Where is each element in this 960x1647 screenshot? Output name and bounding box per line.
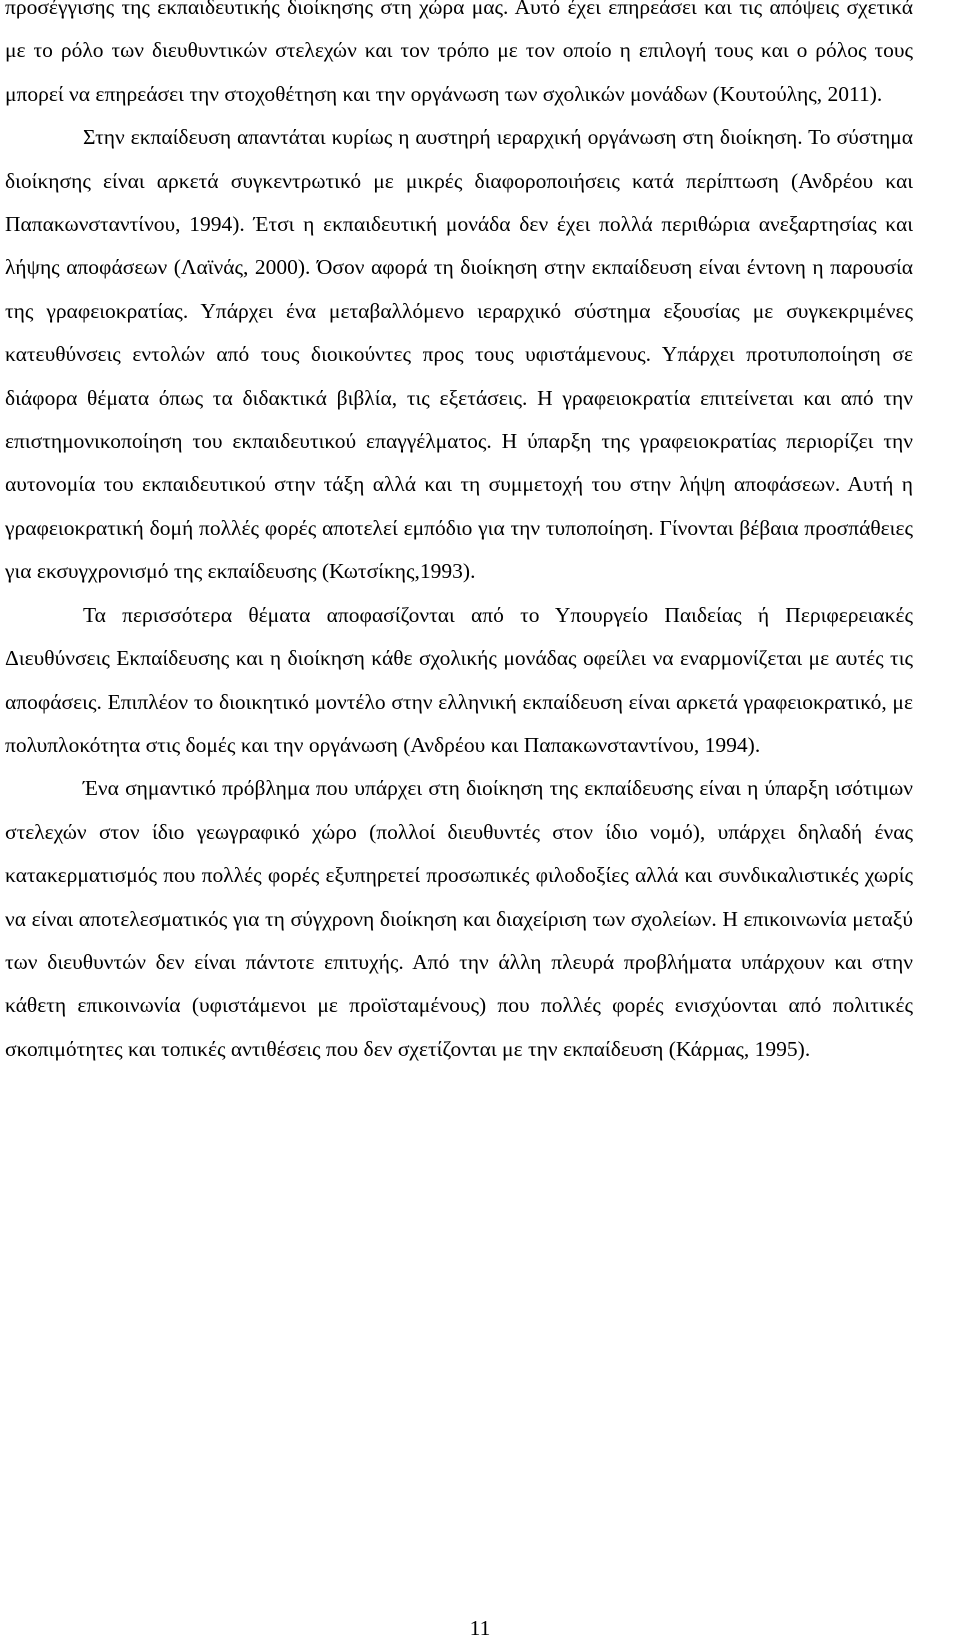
paragraph-2: Στην εκπαίδευση απαντάται κυρίως η αυστηρή ιεραρχική οργάνωση στη διοίκηση. Το σύστημα διοίκησης είναι αρκετά συγκεντρωτικό με μικρές διαφοροποιήσεις κατά περίπτωση (Ανδρέου και Παπακωνσταντίνου, 1994). Έτσι η εκπαιδευτική μονάδα δεν έχει πολλά περιθώρια ανεξαρτησίας και λήψης αποφάσεων (Λαϊνάς, 2000). Όσον αφορά τη διοίκηση στην εκπαίδευση είναι έντονη η παρουσία της γραφειοκρατίας. Υπάρχει ένα μεταβαλλόμενο ιεραρχικό σύστημα εξουσίας με συγκεκριμένες κατευθύνσεις εντολών από τους διοικούντες προς τους υφιστάμενους. Υπάρχει προτυποποίηση σε διάφορα θέματα όπως τα διδακτικά βιβλία, τις εξετάσεις. Η γραφειοκρατία επιτείνεται και από την επιστημονικοποίηση του εκπαιδευτικού επαγγέλματος. Η ύπαρξη της γραφειοκρατίας περιορίζει την αυτονομία του εκπαιδευτικού στην τάξη αλλά και τη συμμετοχή του στην λήψη αποφάσεων. Αυτή η γραφειοκρατική δομή πολλές φορές αποτελεί εμπόδιο για την τυποποίηση. Γίνονται βέβαια προσπάθειες για εκσυγχρονισμό της εκπαίδευσης (Κωτσίκης,1993). (5, 125, 913, 584)
paragraph-3: Τα περισσότερα θέματα αποφασίζονται από το Υπουργείο Παιδείας ή Περιφερειακές Διευθύνσεις Εκπαίδευσης και η διοίκηση κάθε σχολικής μονάδας οφείλει να εναρμονίζεται με αυτές τις αποφάσεις. Επιπλέον το διοικητικό μοντέλο στην ελληνική εκπαίδευση είναι αρκετά γραφειοκρατικό, με πολυπλοκότητα στις δομές και την οργάνωση (Ανδρέου και Παπακωνσταντίνου, 1994). (5, 602, 913, 757)
paragraph-4: Ένα σημαντικό πρόβλημα που υπάρχει στη διοίκηση της εκπαίδευσης είναι η ύπαρξη ισότιμων στελεχών στον ίδιο γεωγραφικό χώρο (πολλοί διευθυντές στον ίδιο νομό), υπάρχει δηλαδή ένας κατακερματισμός που πολλές φορές εξυπηρετεί προσωπικές φιλοδοξίες αλλά και συνδικαλιστικές χωρίς να είναι αποτελεσματικός για τη σύγχρονη διοίκηση και διαχείριση των σχολείων. Η επικοινωνία μεταξύ των διευθυντών δεν είναι πάντοτε επιτυχής. Από την άλλη πλευρά προβλήματα υπάρχουν και στην κάθετη επικοινωνία (υφιστάμενοι με προϊσταμένους) που πολλές φορές ενισχύονται από πολιτικές σκοπιμότητες και τοπικές αντιθέσεις που δεν σχετίζονται με την εκπαίδευση (Κάρμας, 1995). (5, 776, 913, 1061)
paragraph-1: προσέγγισης της εκπαιδευτικής διοίκησης στη χώρα μας. Αυτό έχει επηρεάσει και τις απόψεις σχετικά με το ρόλο των διευθυντικών στελεχών και τον τρόπο με τον οποίο η επιλογή τους και ο ρόλος τους μπορεί να επηρεάσει την στοχοθέτηση και την οργάνωση των σχολικών μονάδων (Κουτούλης, 2011). (5, 0, 913, 106)
page-number: 11 (469, 1616, 491, 1640)
document-page (5, 0, 913, 1071)
